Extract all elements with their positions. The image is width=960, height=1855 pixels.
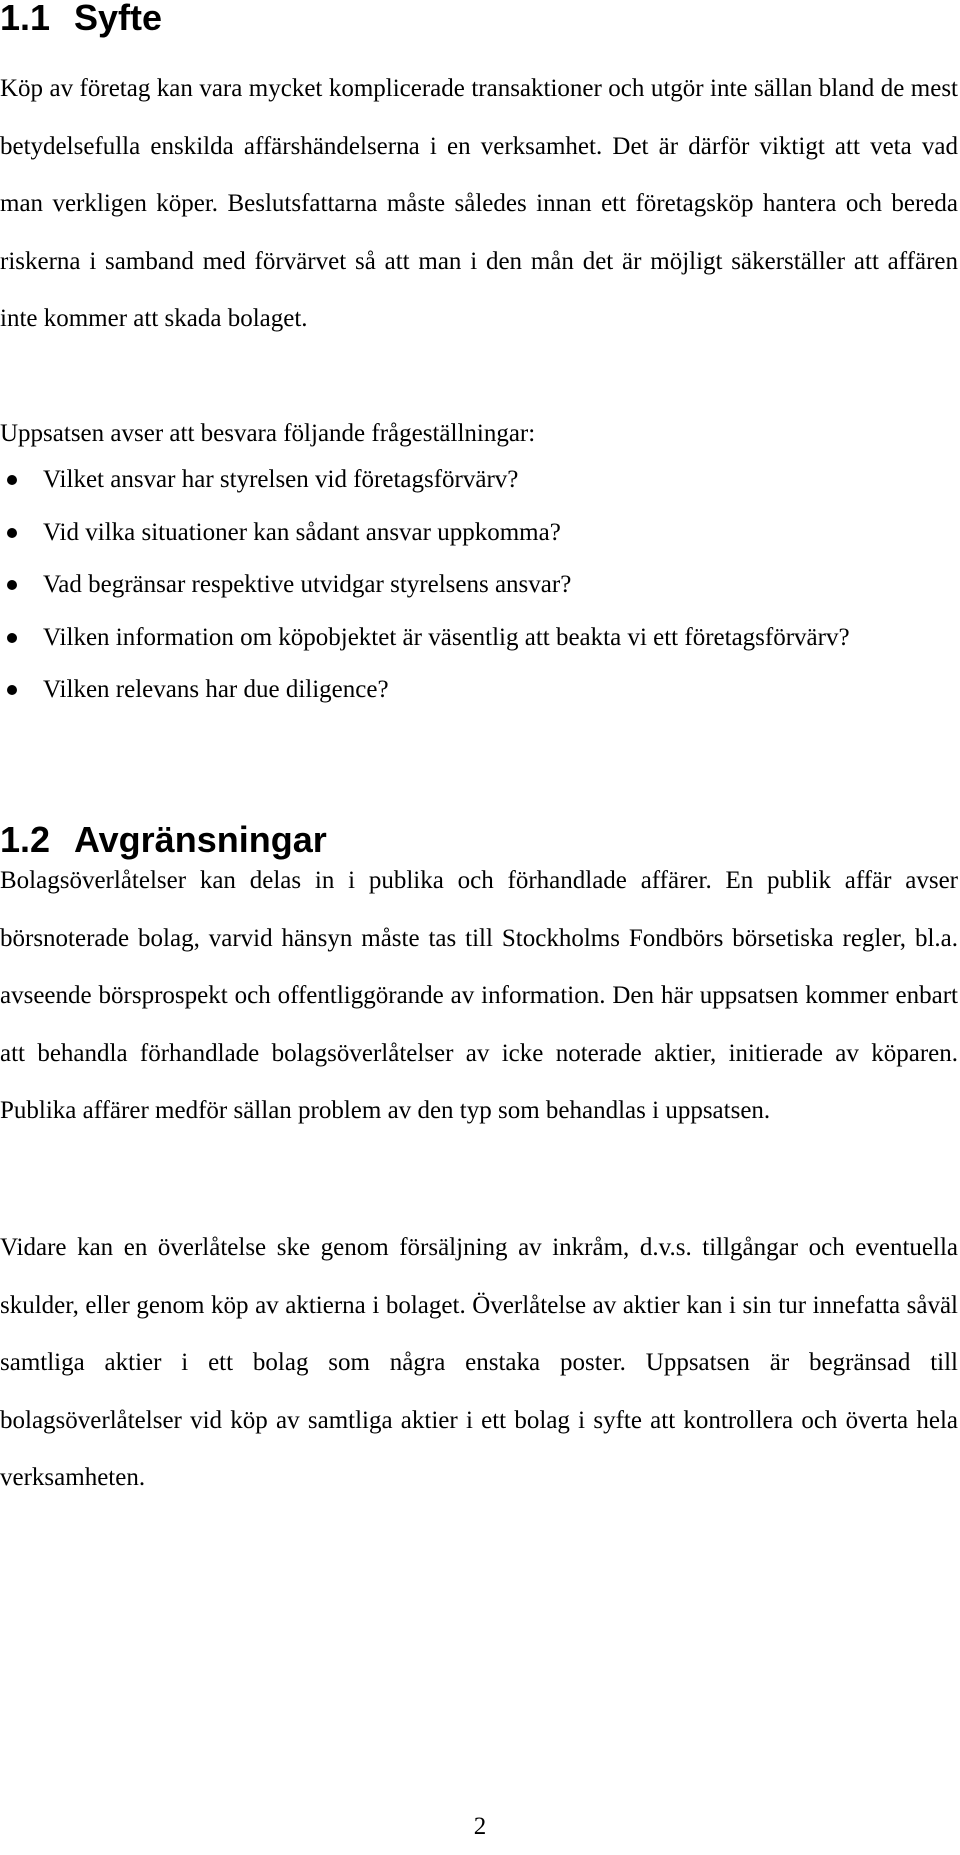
list-item-text: Vilket ansvar har styrelsen vid företagsförvärv? [43, 466, 519, 493]
section-title: Avgränsningar [74, 819, 327, 860]
section-number: 1.2 [0, 819, 51, 860]
list-item-text: Vid vilka situationer kan sådant ansvar uppkomma? [43, 518, 561, 546]
bullet-icon [7, 685, 17, 695]
list-item [0, 507, 958, 560]
list-item-text: Vilken relevans har due diligence? [43, 676, 389, 703]
list-item [0, 454, 958, 507]
list-item-text: Vad begränsar respektive utvidgar styrelsens ansvar? [43, 571, 572, 598]
bullet-icon [7, 475, 17, 485]
page-number: 2 [473, 1813, 487, 1840]
list-item [0, 559, 958, 612]
paragraph-publika-affarer: Bolagsöverlåtelser kan delas in i publika och förhandlade affärer. En publik affär avser börsnoterade bolag, varvid hänsyn måste tas till Stockholms Fondbörs börsetiska regler, bl.a. avseende börsprospekt och offentliggörande av information. Den här uppsatsen kommer enbart att behandla förhandlade bolagsöverlåtelser av icke noterade aktier, initierade av köparen. Publika affärer medför sällan problem av den typ som behandlas i uppsatsen. [0, 867, 958, 1124]
list-item [0, 612, 958, 665]
paragraph-overlatelse: Vidare kan en överlåtelse ske genom försäljning av inkråm, d.v.s. tillgångar och eventuella skulder, eller genom köp av aktierna i bolaget. Överlåtelse av aktier kan i sin tur innefatta såväl samtliga aktier i ett bolag som några enstaka poster. Uppsatsen är begränsad till bolagsöverlåtelser vid köp av samtliga aktier i ett bolag i syfte att kontrollera och överta hela verksamheten. [0, 1234, 958, 1491]
section-number: 1.1 [0, 0, 51, 38]
section-title: Syfte [74, 0, 163, 38]
bullet-icon [7, 580, 17, 590]
bullet-icon [7, 633, 17, 643]
list-item-text: Vilken information om köpobjektet är väsentlig att beakta vi ett företagsförvärv? [43, 623, 850, 651]
paragraph-questions-intro: Uppsatsen avser att besvara följande frågeställningar: [0, 420, 536, 447]
research-questions-list [0, 454, 958, 717]
bullet-icon [7, 528, 17, 538]
list-item [0, 664, 958, 717]
paragraph-purpose: Köp av företag kan vara mycket komplicerade transaktioner och utgör inte sällan bland de mest betydelsefulla enskilda affärshändelserna i en verksamhet. Det är därför viktigt att veta vad man verkligen köper. Beslutsfattarna måste således innan ett företagsköp hantera och bereda riskerna i samband med förvärvet så att man i den mån det är möjligt säkerställer att affären inte kommer att skada bolaget. [0, 75, 958, 332]
section-heading-syfte [0, 0, 162, 36]
